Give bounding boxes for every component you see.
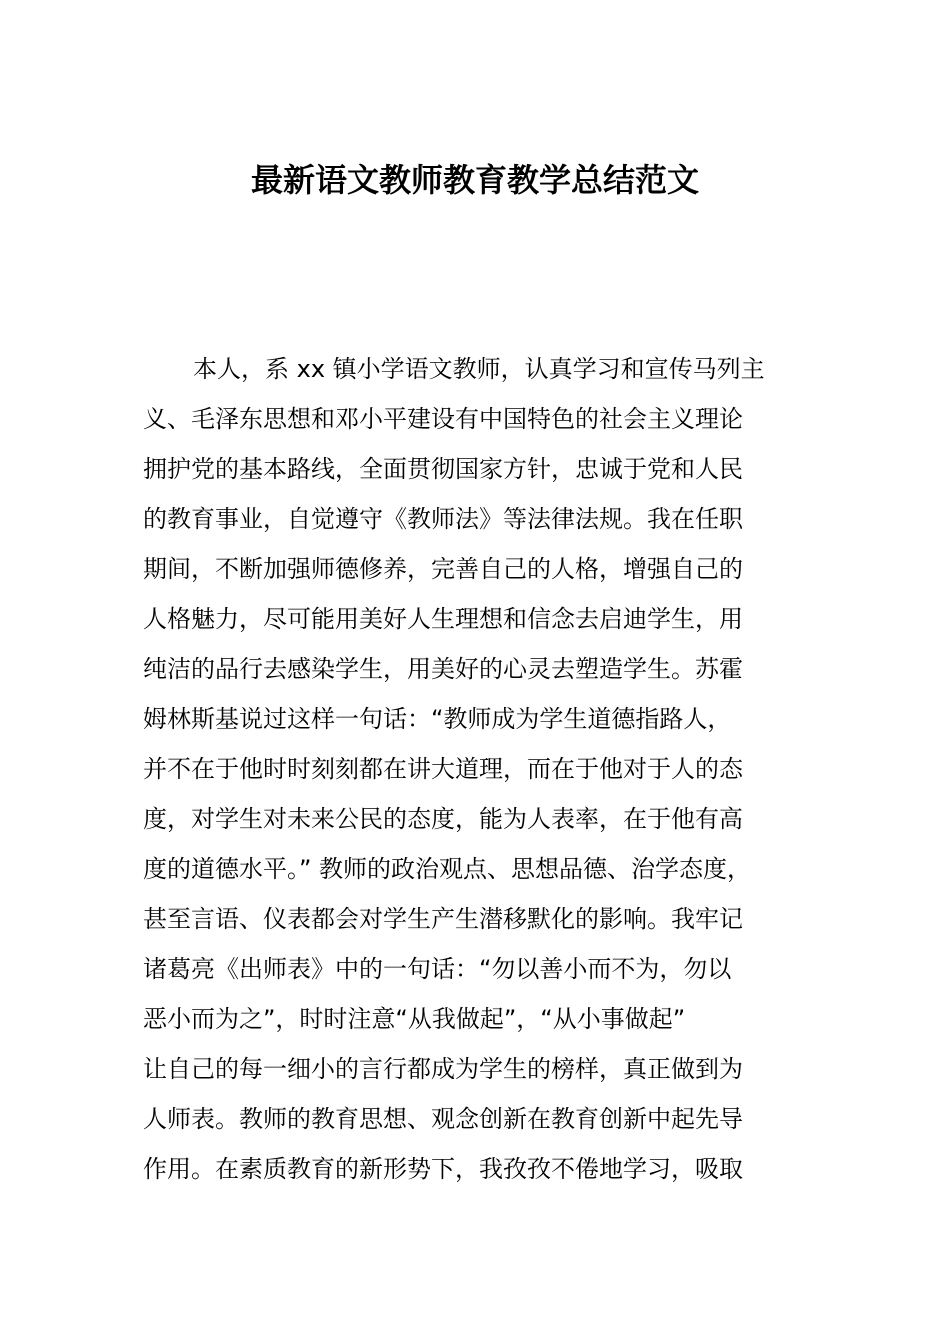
body-line: 本人，系 xx 镇小学语文教师，认真学习和宣传马列主 xyxy=(193,355,765,383)
body-line: 诸葛亮《出师表》中的一句话：“勿以善小而不为，勿以 xyxy=(143,955,732,983)
body-line: 期间，不断加强师德修养，完善自己的人格，增强自己的 xyxy=(143,555,743,583)
body-line: 作用。在素质教育的新形势下，我孜孜不倦地学习，吸取 xyxy=(143,1155,743,1183)
body-line: 让自己的每一细小的言行都成为学生的榜样，真正做到为 xyxy=(143,1055,743,1083)
body-line: 的教育事业，自觉遵守《教师法》等法律法规。我在任职 xyxy=(143,505,743,533)
body-line: 纯洁的品行去感染学生，用美好的心灵去塑造学生。苏霍 xyxy=(143,655,743,683)
body-line: 姆林斯基说过这样一句话：“教师成为学生道德指路人， xyxy=(143,705,732,733)
body-line: 度，对学生对未来公民的态度，能为人表率，在于他有高 xyxy=(143,805,743,833)
document-body xyxy=(143,344,833,1194)
document-title: 最新语文教师教育教学总结范文 xyxy=(250,161,699,199)
body-line: 甚至言语、仪表都会对学生产生潜移默化的影响。我牢记 xyxy=(143,905,743,933)
body-line: 恶小而为之”，时时注意“从我做起”，“从小事做起” xyxy=(143,1005,686,1033)
body-line: 义、毛泽东思想和邓小平建设有中国特色的社会主义理论 xyxy=(143,405,743,433)
body-line: 人格魅力，尽可能用美好人生理想和信念去启迪学生，用 xyxy=(143,605,743,633)
body-line: 并不在于他时时刻刻都在讲大道理，而在于他对于人的态 xyxy=(143,755,743,783)
body-line: 拥护党的基本路线，全面贯彻国家方针，忠诚于党和人民 xyxy=(143,455,743,483)
body-line: 度的道德水平。” 教师的政治观点、思想品德、治学态度， xyxy=(143,855,752,883)
body-line: 人师表。教师的教育思想、观念创新在教育创新中起先导 xyxy=(143,1105,743,1133)
